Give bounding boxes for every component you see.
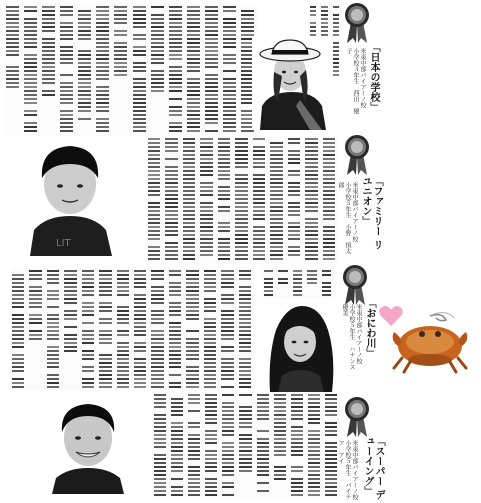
- article-1-title: 「日本の学校」: [368, 42, 379, 112]
- article-3-grade: 小学校５年生: [348, 304, 355, 340]
- article-1-grade: 小学校３年生: [352, 48, 359, 84]
- text-column: [238, 268, 252, 390]
- text-column: [287, 136, 301, 264]
- text-column: [116, 268, 130, 390]
- article-3-body-text: [10, 268, 254, 390]
- student-photo-girl-with-hat: [252, 36, 332, 130]
- article-3-grade-author: [341, 304, 355, 376]
- text-column: [273, 392, 287, 500]
- text-column: [199, 136, 213, 264]
- text-column: [63, 268, 77, 390]
- article-3-school: 米東中部バイアーノ校: [355, 304, 362, 364]
- svg-text:LIT: LIT: [56, 238, 71, 249]
- text-column: [263, 268, 274, 298]
- article-1-body-text: [4, 4, 257, 136]
- text-column: [23, 4, 38, 136]
- student-photo-boy-1: [26, 138, 114, 256]
- text-column: [186, 4, 201, 136]
- text-column: [187, 392, 201, 500]
- article-3-author: ハナンス 優美: [341, 304, 355, 376]
- text-column: [150, 4, 165, 136]
- text-column: [292, 268, 303, 298]
- article-4-grade: 小学校５年生: [344, 440, 351, 476]
- text-column: [182, 136, 196, 264]
- text-column: [304, 136, 318, 264]
- student-photo-boy-2: [46, 400, 130, 494]
- article-4-author: バイテア アイ: [337, 440, 351, 500]
- text-column: [11, 268, 25, 390]
- award-ribbon-icon: [344, 2, 370, 44]
- text-column: [204, 4, 219, 136]
- text-column: [95, 4, 110, 136]
- text-column: [113, 4, 128, 136]
- text-column: [28, 268, 42, 390]
- text-column: [168, 268, 182, 390]
- text-column: [269, 136, 283, 264]
- article-2-grade: 小学校５年生: [344, 182, 351, 218]
- text-column: [252, 136, 266, 264]
- article-2-body-text: [146, 136, 338, 264]
- article-1-grade-author: [345, 48, 359, 118]
- text-column: [185, 268, 199, 390]
- article-2-author: 小野 慎太郎: [337, 182, 351, 254]
- article-4-school: 米東中部バイアーノ校: [351, 440, 358, 500]
- text-column: [322, 136, 336, 264]
- text-column: [277, 268, 288, 298]
- text-column: [221, 392, 235, 500]
- text-column: [290, 392, 304, 500]
- text-column: [256, 392, 270, 500]
- article-1-author: 西田 優子: [345, 48, 359, 114]
- article-2-title: 「ファミリー リユニオン」: [360, 176, 382, 250]
- text-column: [81, 268, 95, 390]
- text-column: [164, 136, 178, 264]
- crab-ornament-icon: [390, 310, 470, 376]
- text-column: [5, 4, 20, 136]
- award-ribbon-icon: [344, 134, 370, 176]
- text-column: [150, 268, 164, 390]
- text-column: [41, 4, 56, 136]
- text-column: [147, 136, 161, 264]
- text-column: [204, 392, 218, 500]
- text-column: [217, 136, 231, 264]
- text-column: [321, 268, 332, 298]
- article-1-school: 米東中部バイアーノ校: [359, 48, 366, 108]
- text-column: [133, 268, 147, 390]
- text-column: [98, 268, 112, 390]
- text-column: [220, 268, 234, 390]
- article-4-title: 「スーパー デューイング」: [362, 436, 384, 500]
- text-column: [238, 392, 252, 500]
- text-column: [168, 4, 183, 136]
- award-ribbon-icon: [344, 396, 370, 438]
- text-column: [222, 4, 237, 136]
- text-column: [170, 392, 184, 500]
- article-3-byline: [340, 304, 362, 376]
- text-column: [132, 4, 147, 136]
- article-2-byline: [336, 182, 358, 258]
- text-column: [59, 4, 74, 136]
- text-column: [203, 268, 217, 390]
- student-photo-girl-long-hair: [258, 300, 340, 392]
- article-3-body-text-right: [262, 268, 334, 298]
- text-column: [77, 4, 92, 136]
- article-2-school: 米東中部バイアーノ校: [351, 182, 358, 242]
- article-4-grade-author: [337, 440, 351, 502]
- article-4-byline: [336, 440, 358, 502]
- article-1-byline: [344, 48, 366, 118]
- text-column: [153, 392, 167, 500]
- article-2-grade-author: [337, 182, 351, 258]
- text-column: [332, 4, 340, 79]
- text-column: [234, 136, 248, 264]
- text-column: [46, 268, 60, 390]
- article-4-body-text: [152, 392, 340, 500]
- text-column: [307, 392, 321, 500]
- text-column: [306, 268, 317, 298]
- article-3-title: 「おにわ川」: [364, 298, 375, 358]
